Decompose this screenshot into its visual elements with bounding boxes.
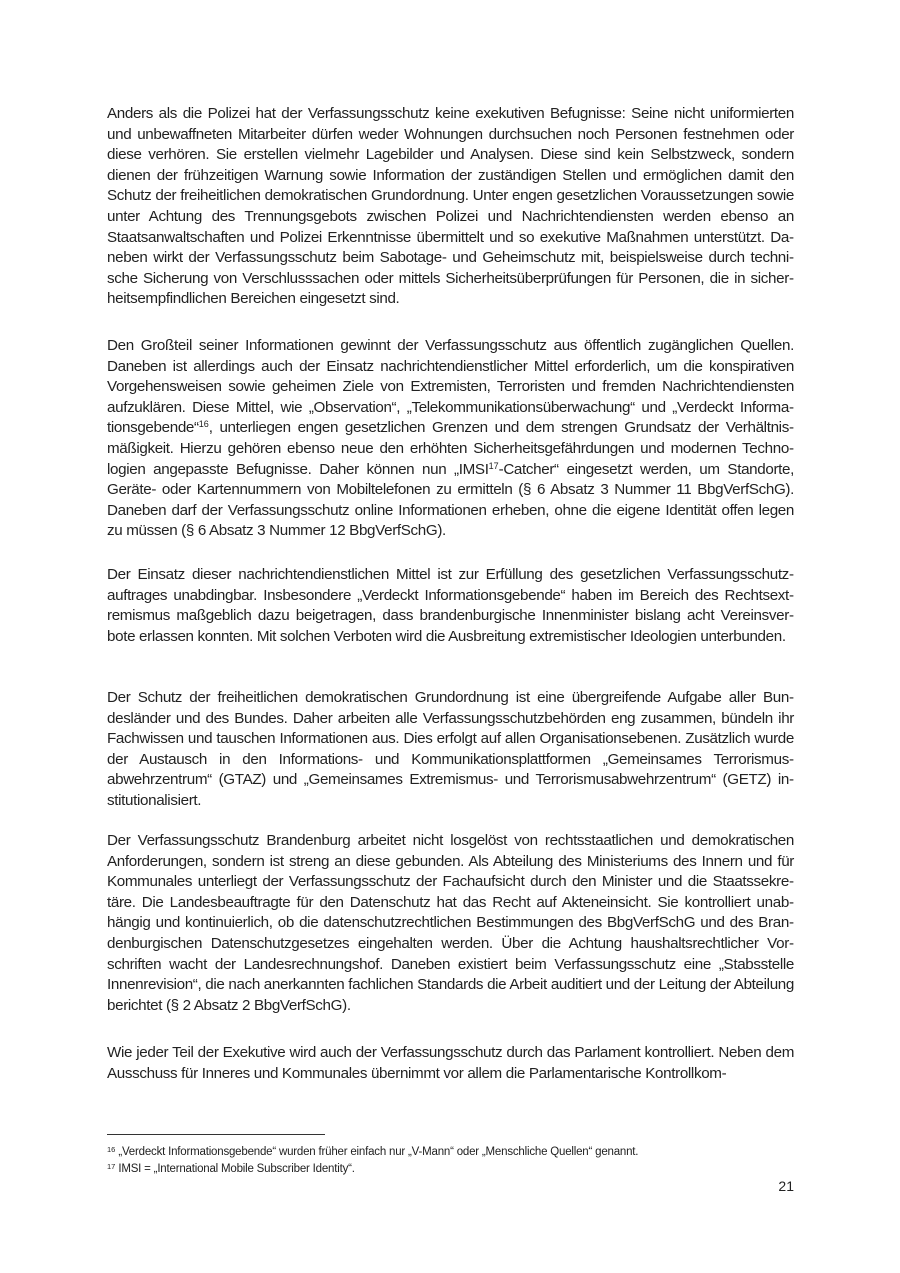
paragraph-informationsgewinnung <box>107 336 794 542</box>
paragraph-text-segment: -Catcher“ eingesetzt werden, um Standorte, Geräte- oder Kartennummern von Mobiltelefonen zu ermitteln (§ 6 Absatz 3 Nummer 11 BbgVerfSchG). Daneben darf der Verfassungsschutz online Informationen erheben, ohne die eigene Identität offen legen zu müssen (§ 6 Absatz 3 Nummer 12 BbgVerfSchG). <box>107 460 795 540</box>
paragraph-verfassungsschutz-befugnisse: Anders als die Polizei hat der Verfassungsschutz keine exekutiven Befugnisse: Seine nicht uniformierten und unbewaffneten Mitarbeiter dürfen weder Wohnungen durchsuchen noch Personen festnehmen oder diese verhören. Sie erstellen vielmehr Lagebilder und Analysen. Diese sind kein Selbstzweck, sondern dienen der frühzeitigen Warnung sowie Information der zuständigen Stellen und ermöglichen damit den Schutz der freiheitlichen demokratischen Grundordnung. Unter engen gesetzlichen Voraussetzungen sowie unter Achtung des Trennungsgebots zwischen Polizei und Nachrichtendiensten werden ebenso an Staatsanwaltschaften und Polizei Erkenntnisse übermittelt und so exekutive Maßnahmen unterstützt. Daneben wirkt der Verfassungsschutz beim Sabotage- und Geheimschutz mit, beispielsweise durch technische Sicherung von Verschlusssachen oder mittels Sicherheitsüberprüfungen für Personen, die in sicherheitsempfindlichen Bereichen eingesetzt sind. <box>107 105 794 308</box>
footnote-text: IMSI = „International Mobile Subscriber Identity“. <box>115 1163 355 1175</box>
paragraph-text-segment: Den Großteil seiner Informationen gewinnt der Verfassungsschutz aus öffentlich zugänglichen Quellen. Daneben ist allerdings auch der Einsatz nachrichtendienstlicher Mittel erforderlich, um die konspirativen Vorgehensweisen sowie geheimen Ziele von Extremisten, Terroristen und fremden Nachrichtendiensten aufzuklären. Diese Mittel, wie „Observation“, „Telekommunikationsüberwachung“ und „Verdeckt Informationsgebende“ <box>107 337 794 437</box>
footnote-16 <box>107 1145 797 1159</box>
paragraph-zusammenarbeit: Der Schutz der freiheitlichen demokratischen Grundordnung ist eine übergreifende Aufgabe aller Bundesländer und des Bundes. Daher arbeiten alle Verfassungsschutzbehörden eng zusammen, bündeln ihr Fachwissen und tauschen Informationen aus. Dies erfolgt auf allen Organisationsebenen. Zusätzlich wurde der Austausch in den Informations- und Kommunikationsplattformen „Gemeinsames Terrorismusabwehrzentrum“ (GTAZ) und „Gemeinsames Extremismus- und Terrorismusabwehrzentrum“ (GETZ) institutionalisiert. <box>107 689 794 809</box>
paragraph-parlamentarische-kontrolle: Wie jeder Teil der Exekutive wird auch der Verfassungsschutz durch das Parlament kontrolliert. Neben dem Ausschuss für Inneres und Kommunales übernimmt vor allem die Parlamentarische Kontrollkom- <box>107 1044 794 1082</box>
footnote-separator <box>107 1134 325 1135</box>
footnote-number: 17 <box>107 1162 116 1171</box>
page-number: 21 <box>778 1178 794 1194</box>
paragraph-text-segment: , unterliegen engen gesetzlichen Grenzen und dem strengen Grundsatz der Verhältnismäßigkeit. Hierzu gehören ebenso neue den erhöhten Sicherheitsgefährdungen und modernen Technologien angepasste Befugnisse. Daher können nun „IMSI <box>107 419 794 478</box>
footnote-17 <box>107 1162 797 1176</box>
paragraph-kontrolle-aufsicht: Der Verfassungsschutz Brandenburg arbeitet nicht losgelöst von rechtsstaatlichen und demokratischen Anforderungen, sondern ist streng an diese gebunden. Als Abteilung des Ministeriums des Innern und für Kommunales unterliegt der Verfassungsschutz der Fachaufsicht durch den Minister und die Staatssekretäre. Die Landesbeauftragte für den Datenschutz hat das Recht auf Akteneinsicht. Sie kontrolliert unabhängig und kontinuierlich, ob die datenschutzrechtlichen Bestimmungen des BbgVerfSchG und des Brandenburgischen Datenschutzgesetzes eingehalten werden. Über die Achtung haushaltsrechtlicher Vorschriften wacht der Landesrechnungshof. Daneben existiert beim Verfassungsschutz eine „Stabsstelle Innenrevision“, die nach anerkannten fachlichen Standards die Arbeit auditiert und der Leitung der Abteilung berichtet (§ 2 Absatz 2 BbgVerfSchG). <box>107 832 794 1014</box>
footnote-number: 16 <box>107 1145 116 1154</box>
footnote-ref-17[interactable]: 17 <box>488 460 499 471</box>
footnote-text: „Verdeckt Informationsgebende“ wurden früher einfach nur „V-Mann“ oder „Menschliche Quellen“ genannt. <box>115 1146 639 1158</box>
paragraph-nachrichtendienstliche-mittel: Der Einsatz dieser nachrichtendienstlichen Mittel ist zur Erfüllung des gesetzlichen Verfassungsschutzauftrages unabdingbar. Insbesondere „Verdeckt Informationsgebende“ haben im Bereich des Rechtsextremismus maßgeblich dazu beigetragen, dass brandenburgische Innenminister bislang acht Vereinsverbote erlassen konnten. Mit solchen Verboten wird die Ausbreitung extremistischer Ideologien unterbunden. <box>107 566 794 645</box>
footnote-ref-16[interactable]: 16 <box>198 419 209 430</box>
